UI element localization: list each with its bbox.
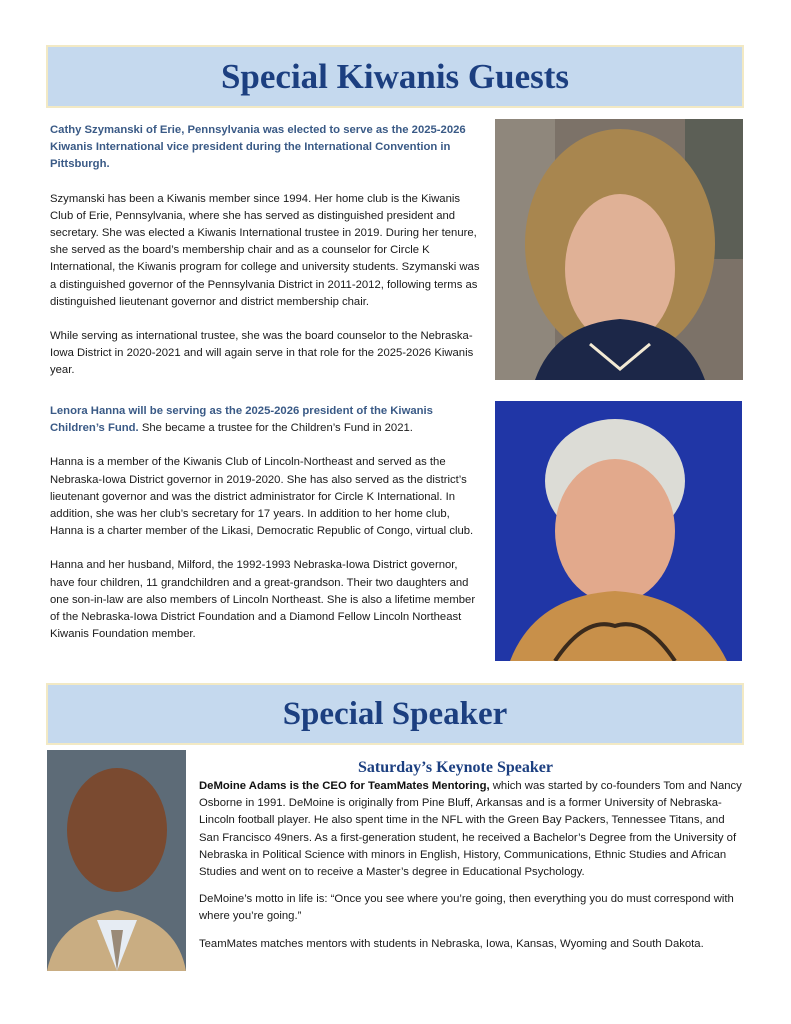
speaker-banner-title: Special Speaker — [46, 683, 744, 745]
demoine-adams-photo — [47, 750, 186, 971]
guest2-paragraph-1: Hanna is a member of the Kiwanis Club of Lincoln-Northeast and served as the Nebraska-Iowa District governor in 2019-2020. She has also served as the district’s lieutenant governor and was the district administrator for Circle K International. In addition, she was her club’s secretary for 17 years. In addition to her home club, Hanna is a charter member of the Likasi, Democratic Republic of Congo, virtual club. — [50, 456, 474, 538]
guest1-paragraph-1: Szymanski has been a Kiwanis member since 1994. Her home club is the Kiwanis Club of Erie, Pennsylvania, where she has served as distinguished president and secretary. She was elected a Kiwanis International trustee in 2019. During her tenure, she served as the board’s membership chair and as a counselor for Circle K International, the Kiwanis program for college and university students. Szymanski was a distinguished governor of the Pennsylvania District in 2011-2012, following terms as distinguished lieutenant governor and district membership chair. — [50, 192, 480, 308]
speaker-paragraph-1: DeMoine’s motto in life is: “Once you see where you’re going, then everything you do must correspond with where you’re going.” — [199, 893, 734, 923]
guest1-lead: Cathy Szymanski of Erie, Pennsylvania was elected to serve as the 2025-2026 Kiwanis International vice president during the International Convention in Pittsburgh. — [50, 124, 466, 171]
guest2-lead-rest: She became a trustee for the Children’s Fund in 2021. — [138, 422, 413, 435]
guest2-paragraph-2: Hanna and her husband, Milford, the 1992-1993 Nebraska-Iowa District governor, have four children, 11 grandchildren and a great-grandson. Their two daughters and one son-in-law are also members of Lincoln Northeast. She is also a lifetime member of the Nebraska-Iowa District Foundation and a Diamond Fellow Lincoln Northeast Kiwanis Foundation member. — [50, 559, 476, 641]
guest1-paragraph-2: While serving as international trustee, she was the board counselor to the Nebraska-Iowa District in 2020-2021 and will again serve in that role for the 2025-2026 Kiwanis year. — [50, 330, 474, 377]
keynote-subheading: Saturday’s Keynote Speaker — [358, 759, 553, 776]
speaker-section — [199, 778, 747, 963]
guest1-section — [50, 122, 480, 397]
lenora-hanna-photo — [495, 401, 742, 661]
guest2-lead: Lenora Hanna will be serving as the 2025-2026 president of the Kiwanis Children’s Fund. — [50, 405, 433, 435]
speaker-lead: DeMoine Adams is the CEO for TeamMates Mentoring, — [199, 780, 490, 792]
speaker-lead-rest: which was started by co-founders Tom and Nancy Osborne in 1991. DeMoine is originally from Pine Bluff, Arkansas and is a former University of Nebraska-Lincoln football player. He also spent time in the NFL with the Green Bay Packers, Tennessee Titans, and San Francisco 49ners. As a first-generation student, he received a Bachelor’s Degree from the University of Nebraska in Political Science with minors in English, History, Communications, Ethnic Studies and African Studies and went on to receive a Master’s degree in Educational Psychology. — [199, 780, 742, 879]
guests-banner-title: Special Kiwanis Guests — [46, 45, 744, 108]
speaker-paragraph-2: TeamMates matches mentors with students in Nebraska, Iowa, Kansas, Wyoming and South Dakota. — [199, 937, 704, 950]
cathy-szymanski-photo — [495, 119, 743, 380]
guest2-section — [50, 403, 480, 660]
